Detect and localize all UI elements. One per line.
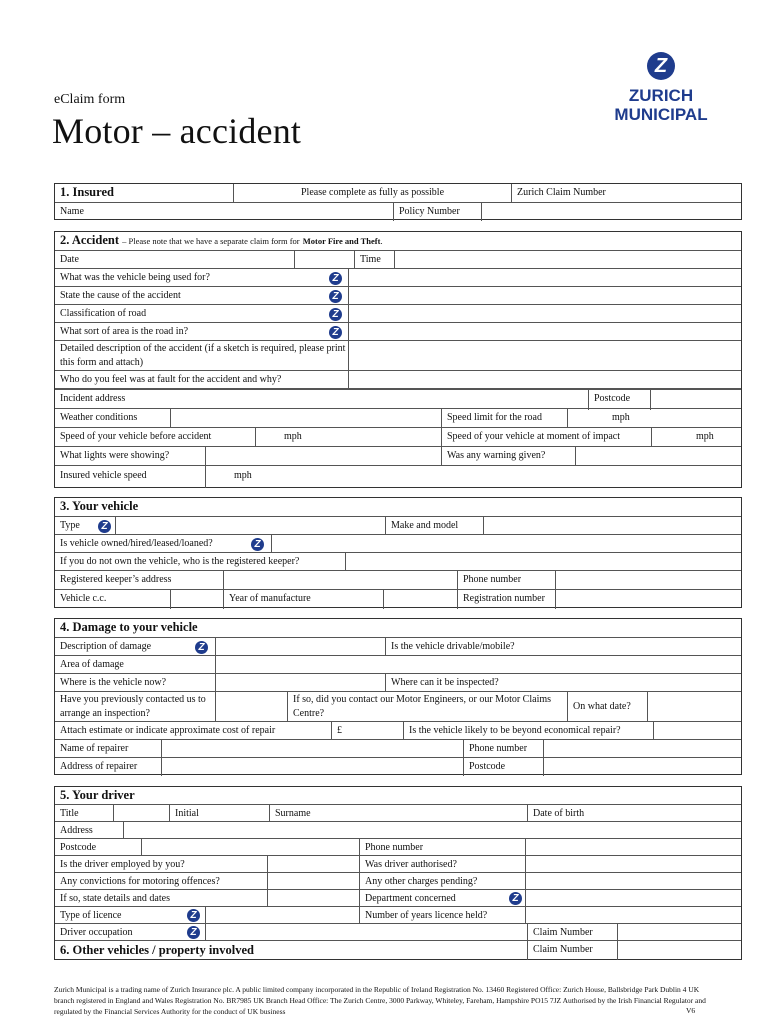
licence-type-field[interactable] bbox=[205, 907, 359, 924]
zurich-help-icon[interactable]: Z bbox=[187, 909, 200, 922]
speed-impact-field[interactable]: mph bbox=[651, 428, 743, 447]
beyond-repair-field[interactable] bbox=[653, 722, 743, 740]
logo-line1: ZURICH bbox=[628, 86, 694, 105]
note-prefix: – Please note that we have a separate claim form for bbox=[122, 236, 300, 246]
keeper-field[interactable] bbox=[345, 553, 743, 571]
employed-label: Is the driver employed by you? bbox=[60, 859, 185, 870]
year-field[interactable] bbox=[383, 590, 457, 609]
driver-phone-field[interactable] bbox=[525, 839, 743, 856]
zurich-help-icon[interactable]: Z bbox=[509, 892, 522, 905]
type-field[interactable] bbox=[115, 517, 385, 535]
motor-engineers-label: If so, did you contact our Motor Engineers, or our Motor Claims Centre? bbox=[287, 692, 567, 722]
attach-estimate-label: Attach estimate or indicate approximate cost of repair bbox=[60, 725, 276, 736]
time-label: Time bbox=[354, 251, 394, 269]
year-label: Year of manufacture bbox=[223, 590, 383, 609]
other-charges-label: Any other charges pending? bbox=[359, 873, 525, 890]
employed-field[interactable] bbox=[267, 856, 359, 873]
please-complete-note: Please complete as fully as possible bbox=[233, 184, 511, 202]
keeper-address-field[interactable] bbox=[223, 571, 457, 590]
convictions-label: Any convictions for motoring offences? bbox=[60, 876, 220, 887]
warning-label: Was any warning given? bbox=[441, 447, 575, 466]
postcode-field[interactable] bbox=[650, 390, 743, 410]
section-1-heading: 1. Insured bbox=[60, 185, 114, 199]
where-inspect-label[interactable]: Where can it be inspected? bbox=[385, 674, 743, 692]
cause-field[interactable] bbox=[348, 287, 743, 305]
repairer-phone-label: Phone number bbox=[463, 740, 543, 758]
vehicle-use-field[interactable] bbox=[348, 269, 743, 287]
on-what-date-field[interactable] bbox=[647, 692, 743, 722]
repairer-address-label: Address of repairer bbox=[60, 761, 138, 772]
reg-field[interactable] bbox=[555, 590, 743, 609]
section-3-heading: 3. Your vehicle bbox=[60, 499, 139, 513]
where-now-label: Where is the vehicle now? bbox=[60, 677, 167, 688]
details-label: If so, state details and dates bbox=[60, 893, 170, 904]
surname-label: Surname bbox=[269, 805, 527, 822]
details-field[interactable] bbox=[267, 890, 359, 907]
cc-field[interactable] bbox=[170, 590, 223, 609]
repairer-name-label: Name of repairer bbox=[60, 743, 129, 754]
keeper-label: If you do not own the vehicle, who is the registered keeper? bbox=[60, 556, 300, 567]
note-suffix: . bbox=[380, 236, 383, 246]
licence-years-field[interactable] bbox=[525, 907, 743, 924]
speed-limit-label: Speed limit for the road bbox=[441, 409, 567, 428]
convictions-field[interactable] bbox=[267, 873, 359, 890]
department-field[interactable] bbox=[525, 890, 743, 907]
phone-label: Phone number bbox=[457, 571, 555, 590]
zurich-help-icon[interactable]: Z bbox=[329, 326, 342, 339]
licence-years-label: Number of years licence held? bbox=[359, 907, 525, 924]
road-class-label: Classification of road bbox=[60, 308, 147, 319]
description-label: Detailed description of the accident (if a sketch is required, please print this form and attach) bbox=[60, 343, 346, 368]
type-label: Type bbox=[60, 520, 80, 531]
phone-field[interactable] bbox=[555, 571, 743, 590]
repairer-name-field[interactable] bbox=[161, 740, 463, 758]
date-label: Date bbox=[60, 254, 79, 265]
occupation-label: Driver occupation bbox=[60, 927, 133, 938]
reg-label: Registration number bbox=[457, 590, 555, 609]
section-accident bbox=[54, 231, 742, 488]
road-class-field[interactable] bbox=[348, 305, 743, 323]
address-field[interactable] bbox=[123, 822, 743, 839]
zurich-help-icon[interactable]: Z bbox=[98, 520, 111, 533]
section-damage bbox=[54, 618, 742, 775]
section-2-title: Accident bbox=[71, 233, 120, 247]
version-label: V6 bbox=[686, 1006, 696, 1015]
form-subtitle: eClaim form bbox=[54, 92, 126, 107]
zurich-help-icon[interactable]: Z bbox=[329, 308, 342, 321]
driver-claim-number-field[interactable] bbox=[617, 924, 743, 941]
damage-area-label: Area of damage bbox=[60, 659, 124, 670]
weather-field[interactable] bbox=[170, 409, 441, 428]
zurich-help-icon[interactable]: Z bbox=[195, 641, 208, 654]
other-charges-field[interactable] bbox=[525, 873, 743, 890]
make-model-field[interactable] bbox=[483, 517, 743, 535]
repairer-postcode-label: Postcode bbox=[463, 758, 543, 776]
section-vehicle bbox=[54, 497, 742, 608]
zurich-help-icon[interactable]: Z bbox=[329, 290, 342, 303]
note-bold: Motor Fire and Theft bbox=[302, 236, 381, 246]
section-driver bbox=[54, 786, 742, 960]
cause-label: State the cause of the accident bbox=[60, 290, 181, 301]
owned-label: Is vehicle owned/hired/leased/loaned? bbox=[60, 538, 213, 549]
insured-speed-label: Insured vehicle speed bbox=[60, 470, 147, 481]
speed-before-field[interactable]: mph bbox=[255, 428, 441, 447]
area-type-field[interactable] bbox=[348, 323, 743, 341]
damage-desc-label: Description of damage bbox=[60, 641, 152, 652]
driver-postcode-label: Postcode bbox=[60, 842, 97, 853]
initial-label: Initial bbox=[169, 805, 269, 822]
section-5-heading: 5. Your driver bbox=[60, 788, 135, 802]
driver-claim-number-label: Claim Number bbox=[527, 924, 617, 941]
time-field[interactable] bbox=[394, 251, 743, 269]
description-field[interactable] bbox=[348, 341, 743, 371]
repairer-phone-field[interactable] bbox=[543, 740, 743, 758]
z-logo-icon: Z bbox=[647, 52, 675, 80]
address-label: Address bbox=[60, 825, 93, 836]
damage-area-field[interactable] bbox=[215, 656, 743, 674]
fault-field[interactable] bbox=[348, 371, 743, 389]
authorised-field[interactable] bbox=[525, 856, 743, 873]
weather-label: Weather conditions bbox=[60, 412, 138, 423]
page-title: Motor – accident bbox=[52, 111, 302, 151]
cost-field[interactable]: £ bbox=[331, 722, 403, 740]
zurich-help-icon[interactable]: Z bbox=[251, 538, 264, 551]
vehicle-use-label: What was the vehicle being used for? bbox=[60, 272, 210, 283]
zurich-help-icon[interactable]: Z bbox=[187, 926, 200, 939]
legal-footer: Zurich Municipal is a trading name of Zurich Insurance plc. A public limited company incorporated in the Republic of Ireland Registration No. 13460 Registered Office: Zurich House, Ballsbridge Park Dublin 4 UK branch registered in England and Wales Registration No. BR7985 UK Branch Head Office: The Zurich Centre, 3000 Parkway, Whiteley, Fareham, Hampshire PO15 7JZ Authorised by the Irish Financial Regulator and regulated by the Financial Services Authority for the conduct of UK business bbox=[54, 985, 706, 1016]
postcode-label: Postcode bbox=[588, 390, 650, 410]
make-model-label: Make and model bbox=[385, 517, 483, 535]
other-claim-number-label: Claim Number bbox=[527, 941, 617, 960]
section-2-number: 2. bbox=[60, 233, 70, 247]
licence-type-label: Type of licence bbox=[60, 910, 122, 921]
dob-label: Date of birth bbox=[527, 805, 743, 822]
contacted-label: Have you previously contacted us to arrange an inspection? bbox=[60, 694, 206, 719]
repairer-address-field[interactable] bbox=[161, 758, 463, 776]
fault-label: Who do you feel was at fault for the accident and why? bbox=[60, 374, 282, 385]
incident-address-label: Incident address bbox=[60, 393, 126, 404]
title-label: Title bbox=[60, 808, 79, 819]
speed-impact-label: Speed of your vehicle at moment of impact bbox=[441, 428, 651, 447]
driver-phone-label: Phone number bbox=[359, 839, 525, 856]
date-field[interactable] bbox=[294, 251, 354, 269]
keeper-address-label: Registered keeper’s address bbox=[60, 574, 172, 585]
section-2-heading bbox=[55, 232, 743, 250]
zurich-help-icon[interactable]: Z bbox=[329, 272, 342, 285]
repairer-postcode-field[interactable] bbox=[543, 758, 743, 776]
other-claim-number-field[interactable] bbox=[617, 941, 743, 960]
warning-field[interactable] bbox=[575, 447, 743, 466]
policy-number-field[interactable] bbox=[481, 203, 743, 221]
damage-desc-field[interactable] bbox=[215, 638, 385, 656]
lights-field[interactable] bbox=[205, 447, 441, 466]
zurich-logo bbox=[606, 52, 716, 124]
title-field[interactable] bbox=[113, 805, 169, 822]
section-6-heading: 6. Other vehicles / property involved bbox=[60, 943, 254, 957]
drivable-label[interactable]: Is the vehicle drivable/mobile? bbox=[385, 638, 743, 656]
logo-line2: MUNICIPAL bbox=[614, 105, 708, 124]
authorised-label: Was driver authorised? bbox=[359, 856, 525, 873]
policy-number-label: Policy Number bbox=[393, 203, 481, 221]
speed-before-label: Speed of your vehicle before accident bbox=[60, 431, 212, 442]
section-4-heading: 4. Damage to your vehicle bbox=[60, 620, 198, 634]
insured-speed-field[interactable]: mph bbox=[205, 466, 743, 488]
beyond-repair-label: Is the vehicle likely to be beyond economical repair? bbox=[403, 722, 653, 740]
on-what-date-label: On what date? bbox=[567, 692, 647, 722]
cc-label: Vehicle c.c. bbox=[60, 593, 107, 604]
zurich-claim-number-label: Zurich Claim Number bbox=[511, 184, 743, 202]
speed-limit-field[interactable]: mph bbox=[567, 409, 659, 428]
lights-label: What lights were showing? bbox=[60, 450, 170, 461]
area-type-label: What sort of area is the road in? bbox=[60, 326, 189, 337]
driver-postcode-field[interactable] bbox=[141, 839, 359, 856]
department-label: Department concerned bbox=[359, 890, 525, 907]
where-now-field[interactable] bbox=[215, 674, 385, 692]
contacted-field[interactable] bbox=[215, 692, 287, 722]
owned-field[interactable] bbox=[271, 535, 743, 553]
section-insured bbox=[54, 183, 742, 220]
name-label: Name bbox=[60, 206, 84, 217]
occupation-field[interactable] bbox=[205, 924, 527, 941]
